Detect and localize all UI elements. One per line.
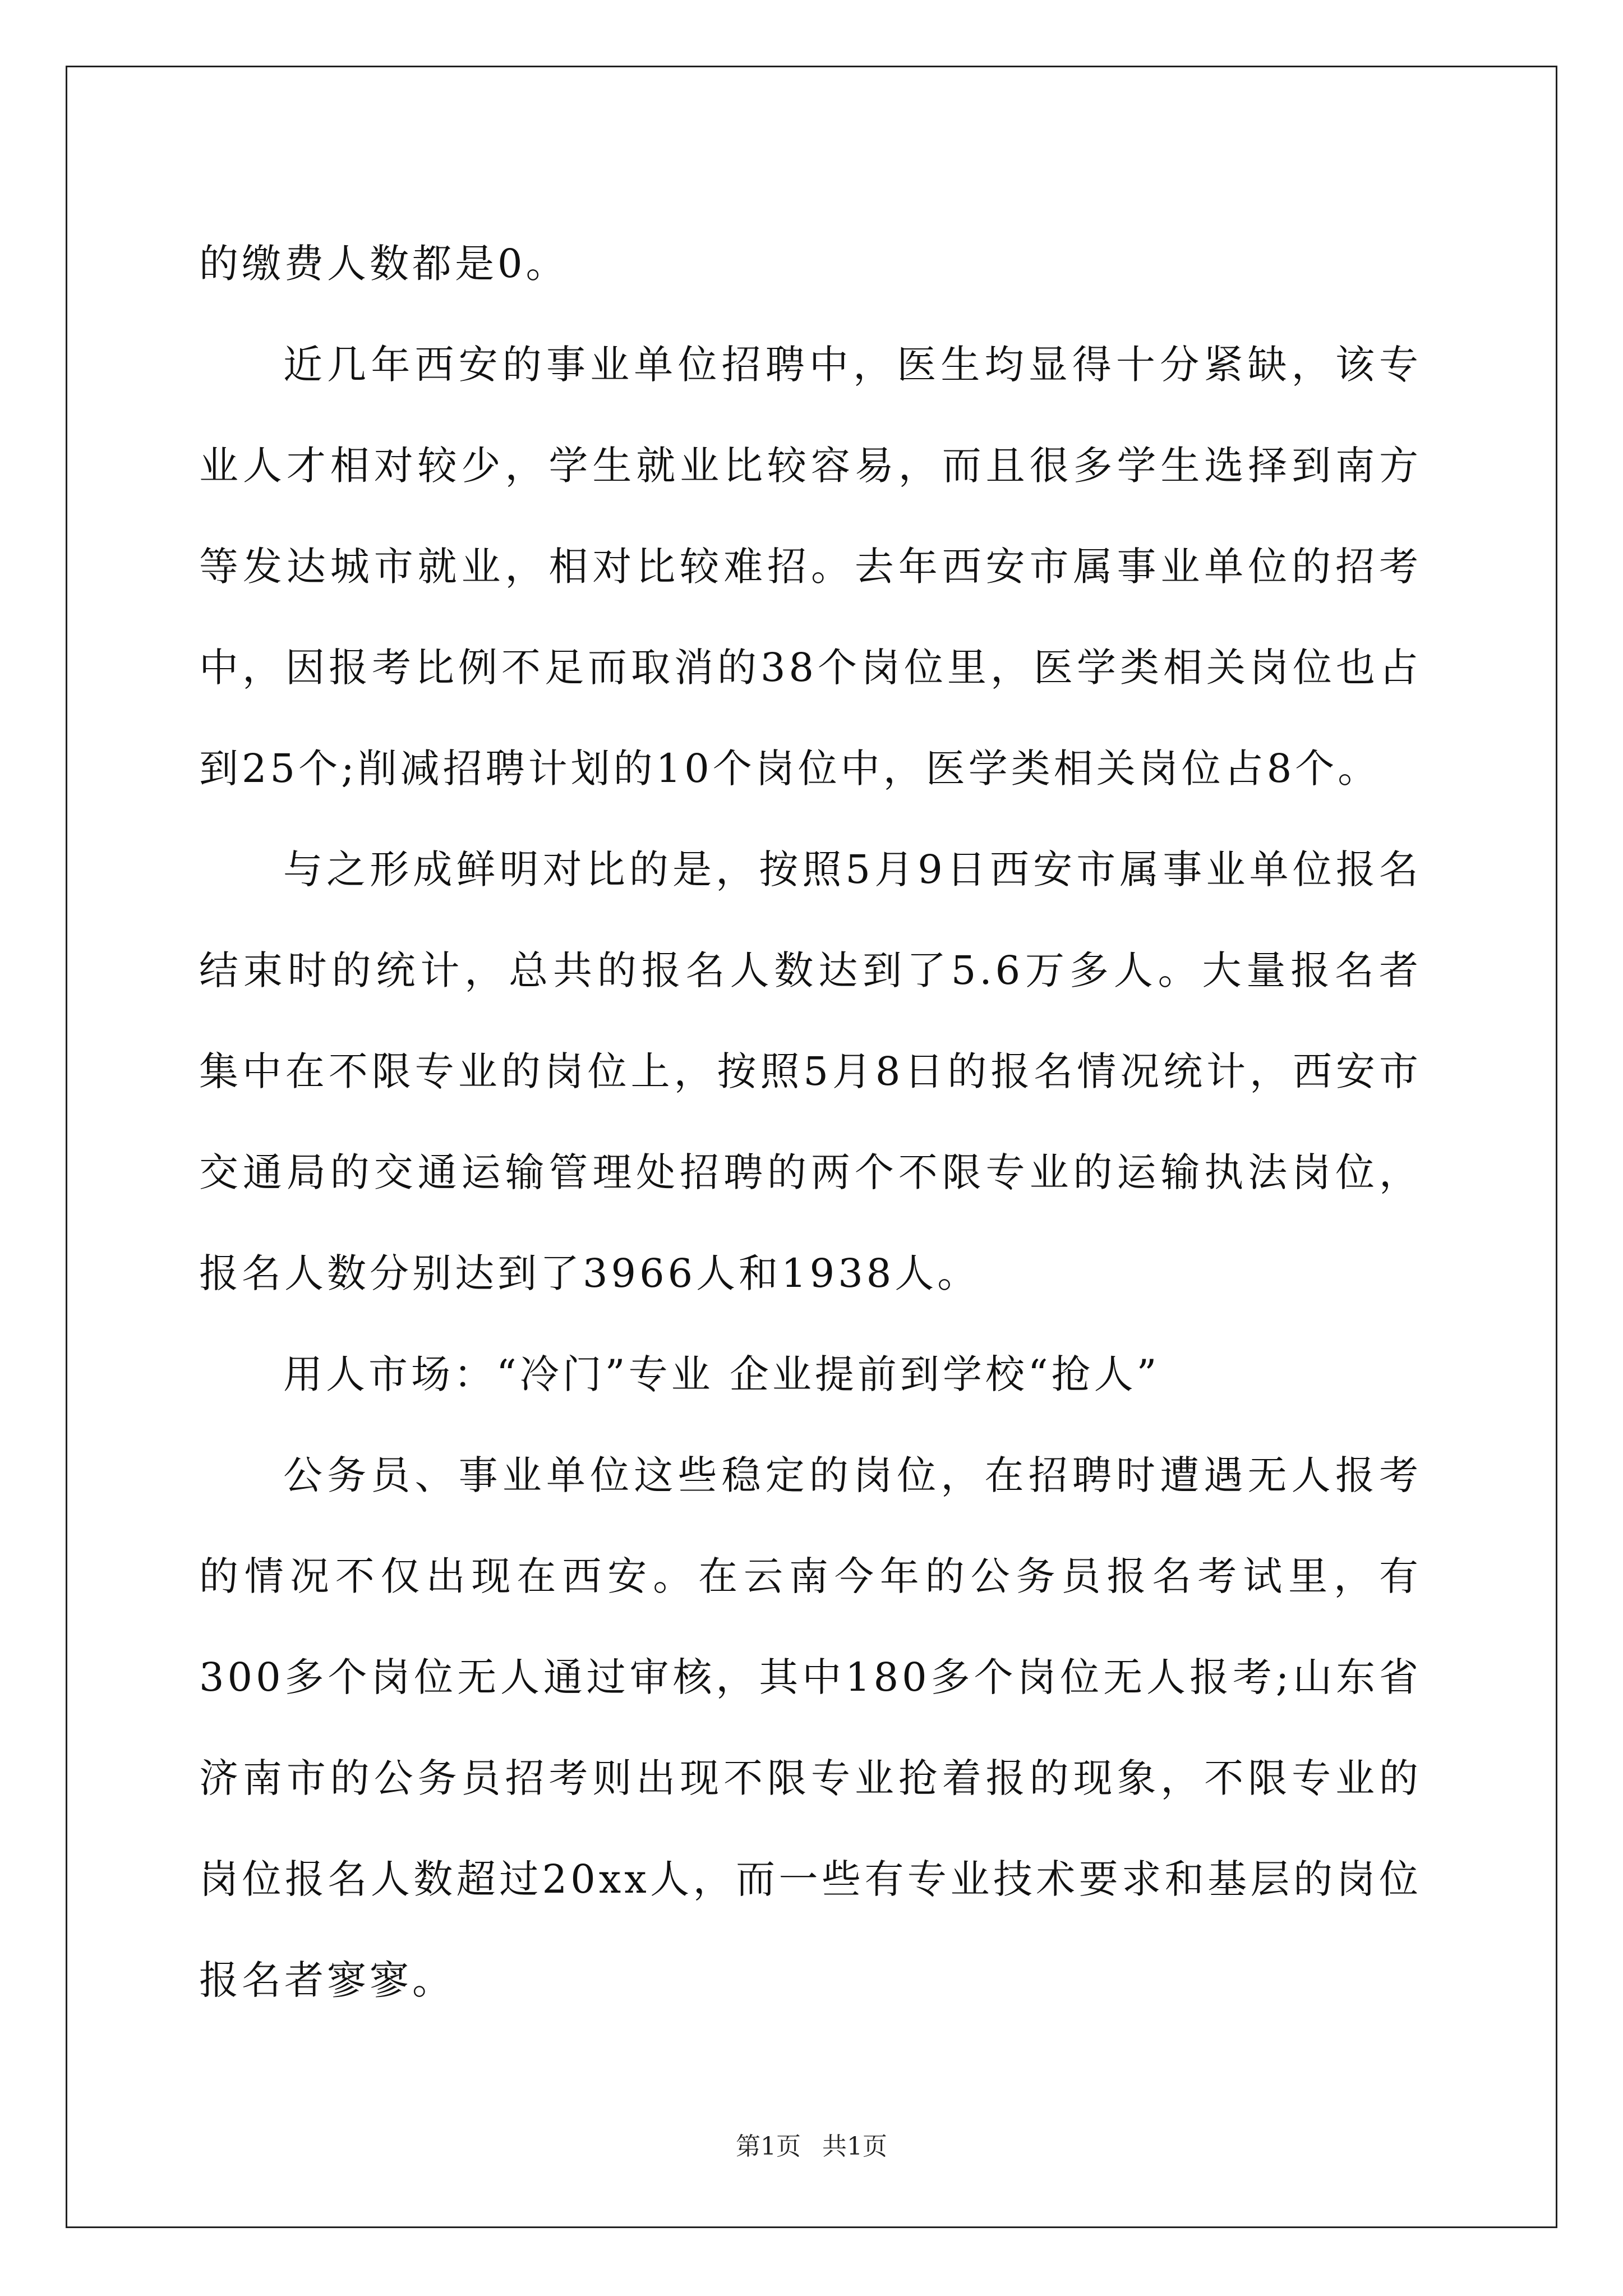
page-footer xyxy=(0,2126,1623,2162)
paragraph-1: 的缴费人数都是0。 xyxy=(199,241,569,287)
page-total: 共1页 xyxy=(822,2132,887,2161)
document-body xyxy=(199,213,1422,2031)
paragraph-3: 与之形成鲜明对比的是，按照5月9日西安市属事业单位报名结束时的统计，总共的报名人数达到了5.6万多人。大量报名者集中在不限专业的岗位上，按照5月8日的报名情况统计，西安市交通局的交通运输管理处招聘的两个不限专业的运输执法岗位，报名人数分别达到了3966人和1938人。 xyxy=(199,846,1422,1296)
page-number: 第1页 xyxy=(736,2132,801,2161)
section-heading: 用人市场：“冷门”专业 企业提前到学校“抢人” xyxy=(283,1351,1160,1397)
paragraph-5: 公务员、事业单位这些稳定的岗位，在招聘时遭遇无人报考的情况不仅出现在西安。在云南今年的公务员报名考试里，有300多个岗位无人通过审核，其中180多个岗位无人报考;山东省济南市的公务员招考则出现不限专业抢着报的现象，不限专业的岗位报名人数超过20xx人，而一些有专业技术要求和基层的岗位报名者寥寥。 xyxy=(199,1452,1422,2003)
paragraph-2: 近几年西安的事业单位招聘中，医生均显得十分紧缺，该专业人才相对较少，学生就业比较容易，而且很多学生选择到南方等发达城市就业，相对比较难招。去年西安市属事业单位的招考中，因报考比例不足而取消的38个岗位里，医学类相关岗位也占到25个;削减招聘计划的10个岗位中，医学类相关岗位占8个。 xyxy=(199,342,1422,792)
